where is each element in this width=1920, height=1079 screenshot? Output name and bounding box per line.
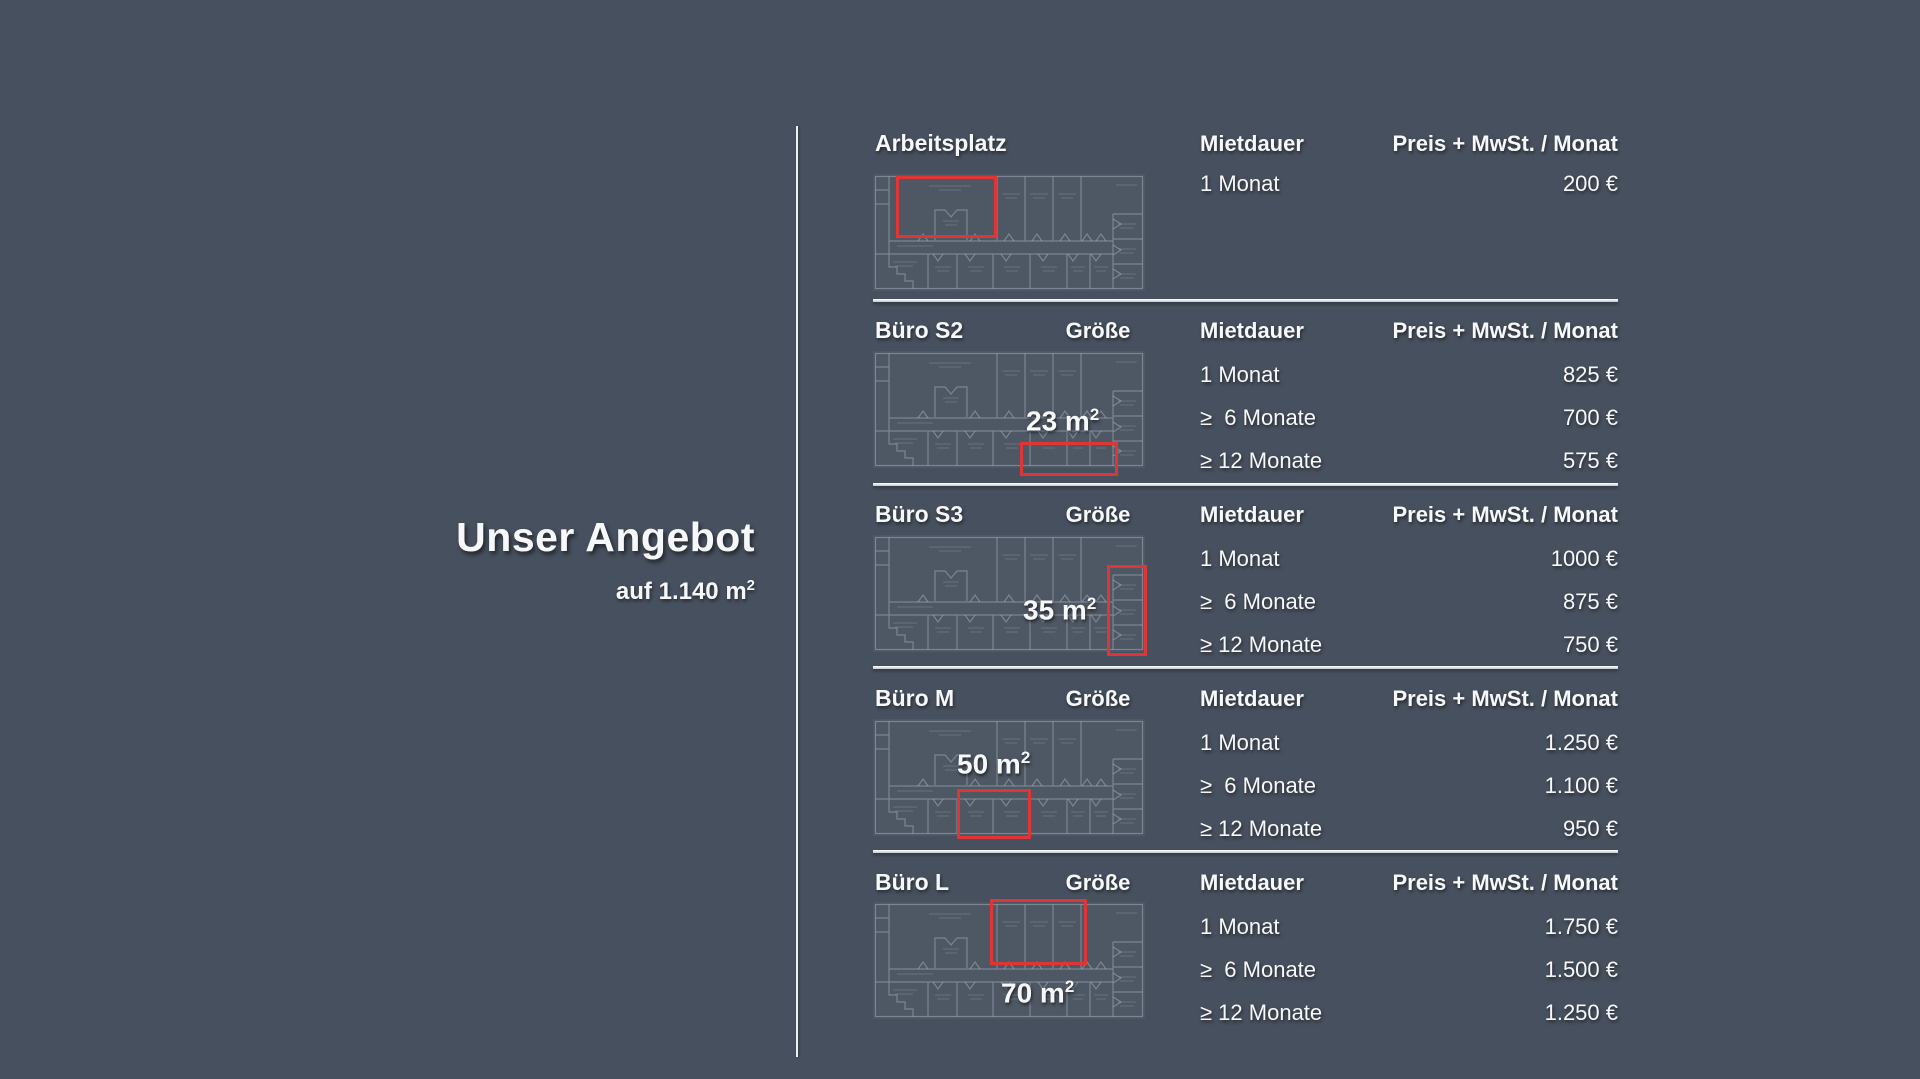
- highlighted-area: [1020, 442, 1118, 476]
- price-cell: 1.250 €: [1544, 730, 1618, 755]
- duration-column-header: Mietdauer: [1200, 686, 1304, 711]
- price-row: [1200, 632, 1618, 658]
- intro-block: [300, 514, 755, 606]
- price-cell: 1.750 €: [1544, 914, 1618, 939]
- highlighted-area: [990, 899, 1087, 965]
- price-row: [1200, 1000, 1618, 1026]
- floor-plan: [873, 351, 1145, 468]
- size-superscript: 2: [1020, 748, 1031, 767]
- size-superscript: 2: [1089, 405, 1100, 424]
- price-row: [1200, 448, 1618, 474]
- highlighted-area: [896, 176, 997, 238]
- duration-cell: 1 Monat: [1200, 362, 1280, 387]
- section-divider: [873, 483, 1618, 486]
- duration-cell: ≥ 6 Monate: [1200, 957, 1317, 982]
- section-divider: [873, 666, 1618, 669]
- duration-cell: ≥ 12 Monate: [1200, 816, 1323, 841]
- price-row: [1200, 405, 1618, 431]
- offer-name: Büro S3: [875, 501, 964, 527]
- floor-plan: [873, 719, 1145, 836]
- price-cell: 200 €: [1562, 171, 1618, 196]
- duration-column-header: Mietdauer: [1200, 502, 1304, 527]
- duration-column-header: Mietdauer: [1200, 318, 1304, 343]
- price-row: [1200, 816, 1618, 842]
- offer-section-buero-s3: [873, 501, 1618, 676]
- size-label: 50 $m^2$: [957, 748, 1031, 780]
- price-row: [1200, 362, 1618, 388]
- highlighted-area: [1107, 565, 1147, 656]
- price-row: [1200, 730, 1618, 756]
- price-column-header: Preis + MwSt. / Monat: [1392, 318, 1618, 343]
- floor-plan: [873, 174, 1145, 291]
- price-cell: 950 €: [1562, 816, 1618, 841]
- offer-name: Büro M: [875, 685, 955, 711]
- price-cell: 1.250 €: [1544, 1000, 1618, 1025]
- price-column-header: Preis + MwSt. / Monat: [1392, 502, 1618, 527]
- duration-column-header: Mietdauer: [1200, 870, 1304, 895]
- size-label: 35 $m^2$: [1023, 594, 1097, 626]
- offer-name: Büro S2: [875, 317, 964, 343]
- size-column-header: Größe: [1065, 318, 1131, 343]
- floor-plan: [873, 902, 1145, 1019]
- offer-section-buero-l: [873, 869, 1618, 1044]
- section-divider: [873, 299, 1618, 302]
- duration-cell: ≥ 12 Monate: [1200, 632, 1323, 657]
- price-column-header: Preis + MwSt. / Monat: [1392, 686, 1618, 711]
- size-column-header: Größe: [1065, 686, 1131, 711]
- page-subtitle: auf 1.140 $m^2$: [615, 577, 755, 605]
- price-cell: 700 €: [1562, 405, 1618, 430]
- duration-cell: 1 Monat: [1200, 546, 1280, 571]
- page-title: Unser Angebot: [456, 514, 755, 560]
- duration-column-header: Mietdauer: [1200, 131, 1304, 156]
- subtitle-superscript: 2: [746, 577, 755, 594]
- price-cell: 875 €: [1562, 589, 1618, 614]
- vertical-divider: [796, 126, 798, 1057]
- offer-name: Büro L: [875, 869, 950, 895]
- price-cell: 575 €: [1562, 448, 1618, 473]
- offer-section-buero-s2: [873, 317, 1618, 492]
- price-cell: 750 €: [1562, 632, 1618, 657]
- floor-plan: [873, 535, 1145, 652]
- price-cell: 1.500 €: [1544, 957, 1618, 982]
- price-row: [1200, 914, 1618, 940]
- size-superscript: 2: [1064, 977, 1075, 996]
- floor-plan-image: [873, 535, 1145, 652]
- duration-cell: ≥ 6 Monate: [1200, 589, 1317, 614]
- price-row: [1200, 773, 1618, 799]
- price-cell: 1.100 €: [1544, 773, 1618, 798]
- duration-cell: ≥ 6 Monate: [1200, 773, 1317, 798]
- duration-cell: ≥ 12 Monate: [1200, 1000, 1323, 1025]
- highlighted-area: [957, 789, 1031, 839]
- duration-cell: 1 Monat: [1200, 171, 1280, 196]
- price-column-header: Preis + MwSt. / Monat: [1392, 131, 1618, 156]
- offer-name: Arbeitsplatz: [875, 130, 1007, 156]
- price-cell: 1000 €: [1550, 546, 1618, 571]
- size-label: 23 $m^2$: [1026, 405, 1100, 437]
- price-row: [1200, 171, 1618, 197]
- size-superscript: 2: [1086, 594, 1097, 613]
- price-column-header: Preis + MwSt. / Monat: [1392, 870, 1618, 895]
- size-label: 70 $m^2$: [1001, 977, 1075, 1009]
- size-column-header: Größe: [1065, 870, 1131, 895]
- duration-cell: 1 Monat: [1200, 914, 1280, 939]
- price-row: [1200, 589, 1618, 615]
- price-row: [1200, 546, 1618, 572]
- offer-section-arbeitsplatz: [873, 130, 1618, 305]
- duration-cell: ≥ 12 Monate: [1200, 448, 1323, 473]
- section-divider: [873, 850, 1618, 853]
- price-row: [1200, 957, 1618, 983]
- offer-section-buero-m: [873, 685, 1618, 860]
- duration-cell: ≥ 6 Monate: [1200, 405, 1317, 430]
- duration-cell: 1 Monat: [1200, 730, 1280, 755]
- price-cell: 825 €: [1562, 362, 1618, 387]
- size-column-header: Größe: [1065, 502, 1131, 527]
